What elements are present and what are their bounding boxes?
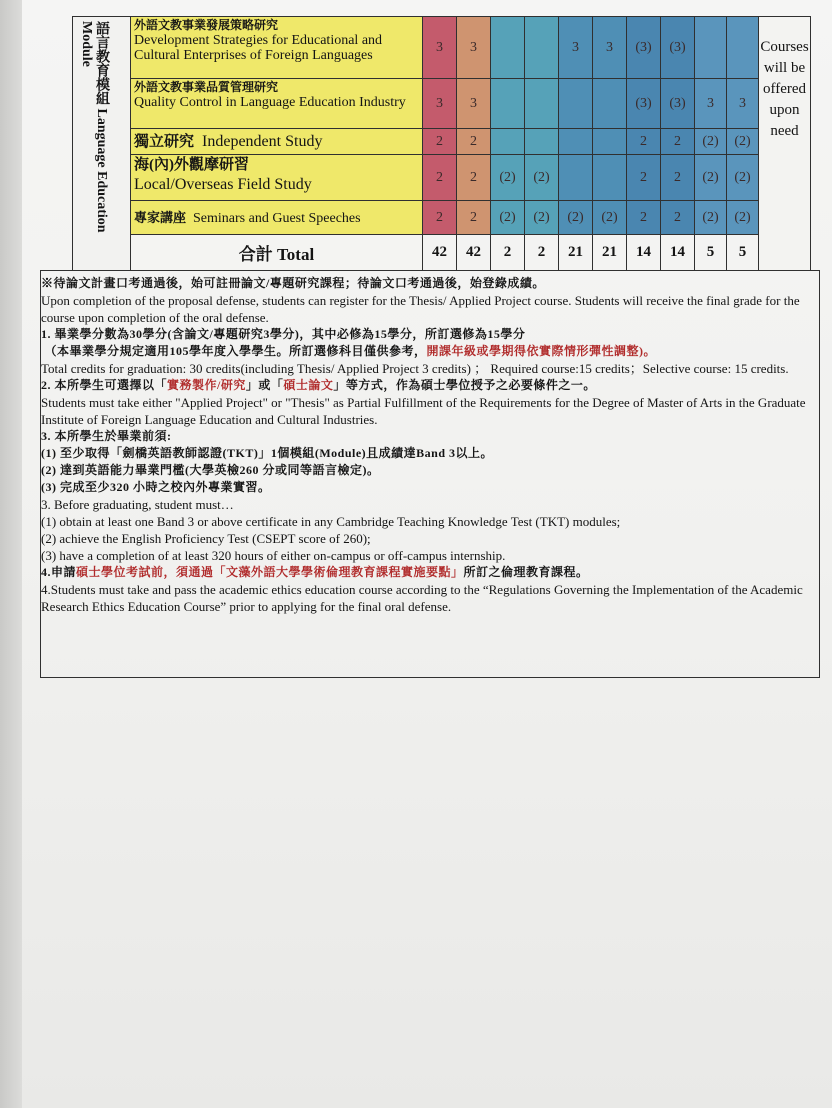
- note-zh: (1) 至少取得「劍橋英語教師認證(TKT)」1個模組(Module)且成績達Band 3以上。: [41, 446, 494, 460]
- course-name: [131, 17, 423, 79]
- credit-cell: 2: [423, 155, 457, 201]
- credit-cell: [593, 129, 627, 155]
- total-cell: 14: [627, 235, 661, 271]
- credit-cell: 2: [661, 155, 695, 201]
- credit-cell: [525, 17, 559, 79]
- note-line: will be: [763, 60, 806, 76]
- course-name: [131, 201, 423, 235]
- note-zh-part: 」等方式，作為碩士學位授予之必要條件之一。: [333, 378, 596, 392]
- credit-cell: (2): [525, 201, 559, 235]
- course-name-en: Seminars and Guest Speeches: [193, 211, 361, 226]
- course-row: [73, 155, 811, 201]
- note-zh-red: 開課年級或學期得依實際情形彈性調整)。: [426, 344, 657, 358]
- course-name-en: Local/Overseas Field Study: [134, 176, 312, 193]
- note-zh: (3) 完成至少320 小時之校內外專業實習。: [41, 480, 271, 494]
- course-name-zh: 外語文教事業品質管理研究: [134, 80, 279, 94]
- credit-cell: (2): [593, 201, 627, 235]
- course-row: [73, 79, 811, 129]
- note-zh-red: 實務製作/研究: [167, 378, 246, 392]
- credit-cell: 2: [423, 129, 457, 155]
- note-en: (1) obtain at least one Band 3 or above certificate in any Cambridge Teaching Knowledge Test (TKT) modules;: [41, 514, 621, 529]
- credit-cell: 2: [627, 129, 661, 155]
- course-name-zh: 外語文教事業發展策略研究: [134, 18, 279, 32]
- notes-box: [40, 270, 820, 678]
- credit-cell: 3: [457, 79, 491, 129]
- note-line: Courses: [760, 39, 809, 55]
- credit-cell: (2): [559, 201, 593, 235]
- note-zh: 3. 本所學生於畢業前須:: [41, 429, 172, 443]
- total-row: [73, 235, 811, 271]
- note-en: Students must take either "Applied Project" or "Thesis" as Partial Fulfillment of the Requirements for the Degree of Master of Arts in the Graduate Institute of Foreign Language Education and Cultural Industries.: [41, 395, 806, 427]
- credit-cell: 2: [457, 201, 491, 235]
- note-line: upon: [769, 102, 800, 118]
- note-zh-part: 4.申請: [41, 565, 77, 579]
- credit-cell: [559, 129, 593, 155]
- note-zh: [41, 564, 819, 581]
- course-row: [73, 129, 811, 155]
- note-en: (2) achieve the English Proficiency Test (CSEPT score of 260);: [41, 531, 371, 546]
- note-en: 4.Students must take and pass the academic ethics education course according to the “Regulations Governing the Implementation of the Academic Research Ethics Education Course” prior to applying for the final oral defense.: [41, 582, 803, 614]
- total-cell: 5: [727, 235, 759, 271]
- credit-cell: [593, 79, 627, 129]
- course-name-en: Quality Control in Language Education Industry: [134, 95, 406, 110]
- credit-cell: 3: [559, 17, 593, 79]
- note-en: (3) have a completion of at least 320 hours of either on-campus or off-campus internship.: [41, 548, 506, 563]
- note-line: offered: [762, 81, 807, 97]
- credit-cell: 3: [593, 17, 627, 79]
- note-zh-red: 碩士論文: [283, 378, 334, 392]
- note-zh-red: 碩士學位考試前，須通過「文藻外語大學學術倫理教育課程實施要點」: [76, 565, 464, 579]
- credit-cell: 2: [661, 201, 695, 235]
- course-name: [131, 155, 423, 201]
- credit-cell: (2): [695, 129, 727, 155]
- credit-cell: [727, 17, 759, 79]
- note-zh: ※待論文計畫口考通過後，始可註冊論文/專題研究課程；待論文口考通過後，始登錄成績。: [41, 276, 545, 290]
- credit-cell: 2: [661, 129, 695, 155]
- credit-cell: 3: [423, 79, 457, 129]
- course-name: [131, 129, 423, 155]
- course-name-zh: 獨立研究: [134, 134, 195, 150]
- note-zh: [41, 377, 819, 394]
- credit-cell: 3: [423, 17, 457, 79]
- total-cell: 14: [661, 235, 695, 271]
- course-name: [131, 79, 423, 129]
- credit-table: [72, 16, 811, 271]
- credit-cell: 2: [627, 201, 661, 235]
- credit-cell: (3): [661, 79, 695, 129]
- note-zh: (2) 達到英語能力畢業門檻(大學英檢260 分或同等語言檢定)。: [41, 463, 380, 477]
- total-cell: 2: [491, 235, 525, 271]
- credit-cell: 2: [627, 155, 661, 201]
- note-zh: [41, 343, 819, 360]
- course-name-en: Independent Study: [202, 133, 323, 150]
- note-zh-part: （本畢業學分規定適用105學年度入學學生。所訂選修科目僅供參考，: [44, 344, 427, 358]
- credit-cell: [593, 155, 627, 201]
- credit-cell: (3): [627, 79, 661, 129]
- credit-cell: [491, 17, 525, 79]
- total-label: 合計 Total: [131, 235, 423, 271]
- credit-cell: (3): [627, 17, 661, 79]
- note-cell: [759, 17, 811, 271]
- course-row: [73, 17, 811, 79]
- credit-cell: (2): [525, 155, 559, 201]
- note-en: Total credits for graduation: 30 credits(including Thesis/ Applied Project 3 credits) ； Required course:15 credits；Selective course: 15 credits.: [41, 361, 789, 376]
- credit-cell: 3: [727, 79, 759, 129]
- note-zh-part: 」或「: [245, 378, 284, 392]
- note-zh: 1. 畢業學分數為30學分(含論文/專題研究3學分)，其中必修為15學分，所訂選修為15學分: [41, 327, 526, 341]
- credit-cell: (2): [727, 155, 759, 201]
- note-en: Upon completion of the proposal defense, students can register for the Thesis/ Applied Project course. Students will receive the final grade for the course upon completion of the oral defense.: [41, 293, 800, 325]
- total-cell: 42: [423, 235, 457, 271]
- note-en: 3. Before graduating, student must…: [41, 497, 234, 512]
- credit-cell: 3: [695, 79, 727, 129]
- credit-cell: (2): [727, 129, 759, 155]
- total-cell: 21: [559, 235, 593, 271]
- credit-cell: [559, 155, 593, 201]
- module-label: 語言教育模組 Language Education Module: [79, 21, 109, 233]
- course-name-zh: 海(內)外觀摩研習: [134, 157, 249, 173]
- total-cell: 5: [695, 235, 727, 271]
- credit-cell: (2): [491, 201, 525, 235]
- credit-cell: [559, 79, 593, 129]
- credit-cell: [491, 79, 525, 129]
- note-zh-part: 2. 本所學生可選擇以「: [41, 378, 168, 392]
- credit-cell: (2): [491, 155, 525, 201]
- credit-cell: [525, 79, 559, 129]
- course-name-zh: 專家講座: [134, 210, 187, 225]
- credit-cell: 3: [457, 17, 491, 79]
- credit-cell: [525, 129, 559, 155]
- note-zh-part: 所訂之倫理教育課程。: [463, 565, 589, 579]
- total-cell: 2: [525, 235, 559, 271]
- credit-cell: (2): [695, 201, 727, 235]
- credit-cell: 2: [457, 155, 491, 201]
- note-line: need: [770, 123, 799, 139]
- credit-cell: [695, 17, 727, 79]
- total-cell: 42: [457, 235, 491, 271]
- credit-cell: (2): [695, 155, 727, 201]
- course-row: [73, 201, 811, 235]
- course-name-en: Development Strategies for Educational and Cultural Enterprises of Foreign Languages: [134, 33, 383, 63]
- total-cell: 21: [593, 235, 627, 271]
- module-cell: [73, 17, 131, 271]
- credit-cell: 2: [423, 201, 457, 235]
- credit-cell: 2: [457, 129, 491, 155]
- credit-cell: (2): [727, 201, 759, 235]
- credit-cell: (3): [661, 17, 695, 79]
- page-edge-shadow: [0, 0, 22, 1108]
- credit-cell: [491, 129, 525, 155]
